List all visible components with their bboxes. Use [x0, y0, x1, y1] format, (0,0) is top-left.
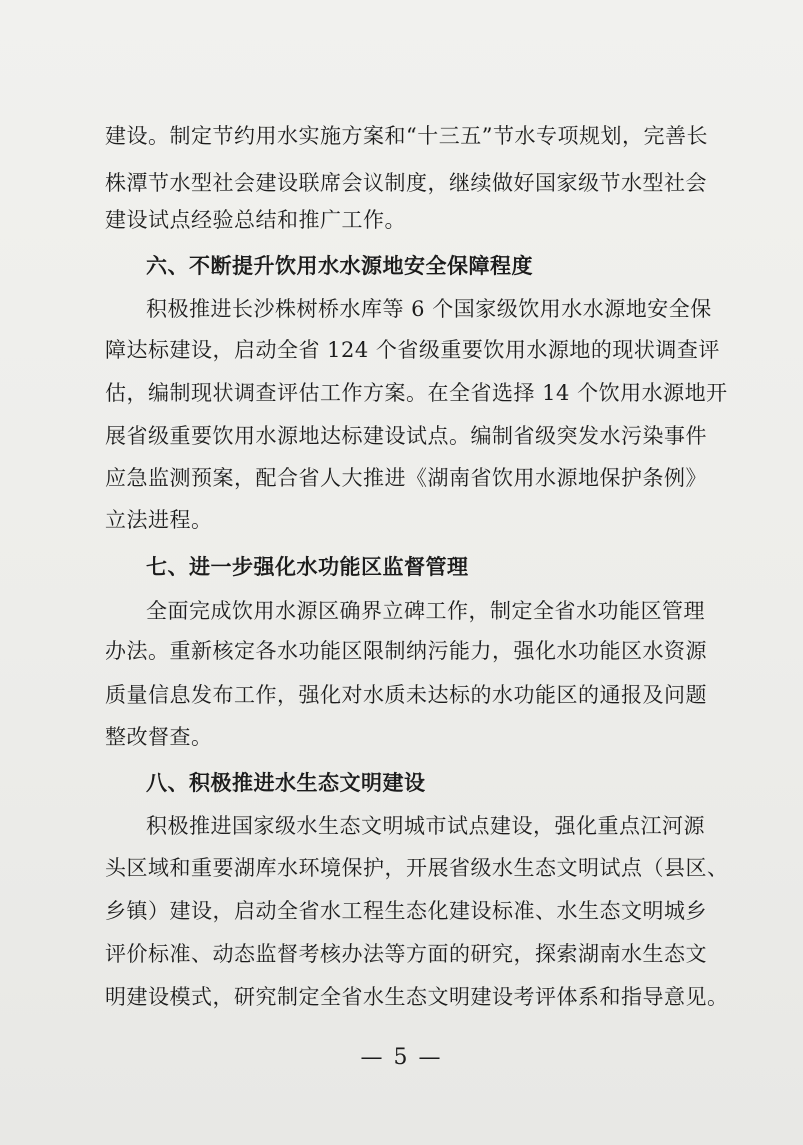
- page-number: — 5 —: [360, 1045, 443, 1070]
- paragraph-line: 建设。制定节约用水实施方案和“十三五”节水专项规划，完善长: [105, 124, 708, 148]
- paragraph-line: 评价标准、动态监督考核办法等方面的研究，探索湖南水生态文: [105, 942, 707, 966]
- paragraph-line: 株潭节水型社会建设联席会议制度，继续做好国家级节水型社会: [105, 171, 707, 195]
- paragraph-line: 全面完成饮用水源区确界立碑工作，制定全省水功能区管理: [146, 599, 705, 623]
- paragraph-line: 立法进程。: [105, 508, 213, 532]
- paragraph-line: 积极推进国家级水生态文明城市试点建设，强化重点江河源: [146, 814, 705, 838]
- paragraph-line: 障达标建设，启动全省 124 个省级重要饮用水源地的现状调查评: [105, 338, 720, 362]
- paragraph-line: 乡镇）建设，启动全省水工程生态化建设标准、水生态文明城乡: [105, 899, 707, 923]
- section-heading-8: 八、积极推进水生态文明建设: [146, 771, 426, 795]
- paragraph-line: 积极推进长沙株树桥水库等 6 个国家级饮用水水源地安全保: [146, 297, 712, 321]
- paragraph-line: 质量信息发布工作，强化对水质未达标的水功能区的通报及问题: [105, 683, 707, 707]
- paragraph-line: 明建设模式，研究制定全省水生态文明建设考评体系和指导意见。: [105, 985, 729, 1009]
- paragraph-line: 估，编制现状调查评估工作方案。在全省选择 14 个饮用水源地开: [105, 381, 728, 405]
- paragraph-line: 整改督查。: [105, 725, 213, 749]
- section-heading-7: 七、进一步强化水功能区监督管理: [146, 555, 469, 579]
- paragraph-line: 办法。重新核定各水功能区限制纳污能力，强化水功能区水资源: [105, 639, 707, 663]
- section-heading-6: 六、不断提升饮用水水源地安全保障程度: [146, 254, 533, 278]
- paragraph-line: 建设试点经验总结和推广工作。: [105, 208, 406, 232]
- paragraph-line: 展省级重要饮用水源地达标建设试点。编制省级突发水污染事件: [105, 424, 707, 448]
- paragraph-line: 应急监测预案，配合省人大推进《湖南省饮用水源地保护条例》: [105, 466, 707, 490]
- paragraph-line: 头区域和重要湖库水环境保护，开展省级水生态文明试点（县区、: [105, 856, 729, 880]
